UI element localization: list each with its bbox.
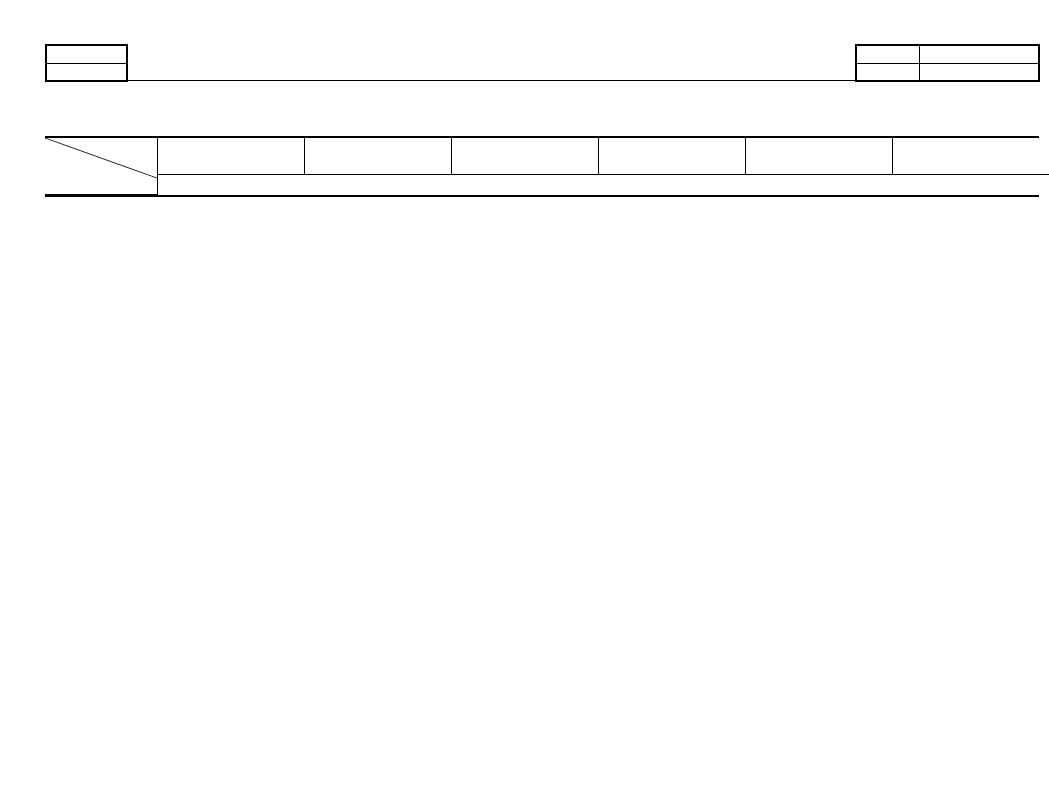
corner-header: [45, 138, 157, 194]
header-left-line: [126, 80, 856, 81]
agency-label: [857, 46, 920, 64]
industry-header-support: [157, 138, 304, 174]
header-left-box: [45, 44, 128, 82]
benefits-table: [45, 136, 1039, 197]
industry-header-arts: [745, 138, 892, 174]
industry-header-other: [892, 138, 1049, 174]
diagonal-line: [45, 138, 157, 194]
monthly-label: [47, 63, 127, 81]
form-number-value: [920, 63, 1039, 81]
industry-header-health: [598, 138, 745, 174]
header-right-box: [855, 44, 1040, 82]
industry-header-education: [451, 138, 598, 174]
industry-header-public-admin: [304, 138, 451, 174]
form-number-label: [857, 63, 920, 81]
public-class-label: [47, 46, 127, 64]
agency-value: [920, 46, 1039, 64]
